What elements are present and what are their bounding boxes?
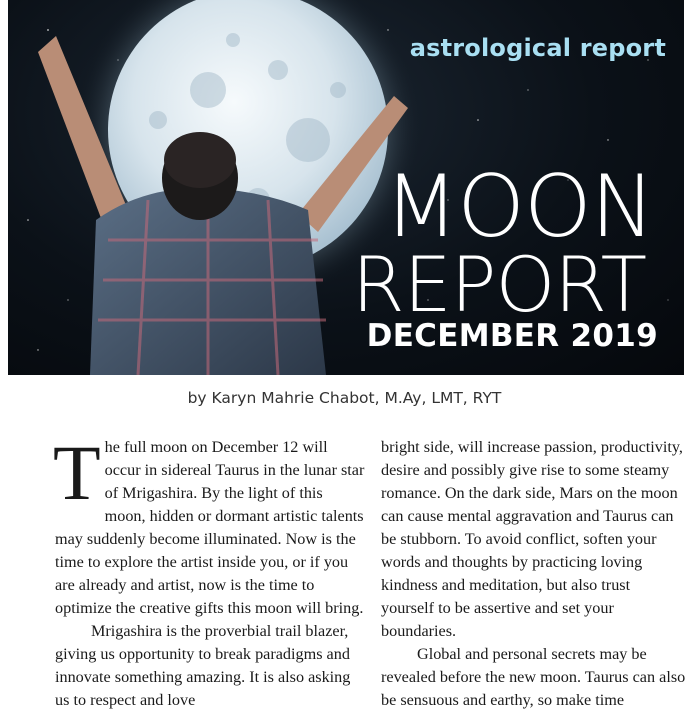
article-column-left [53, 429, 365, 712]
hero-image [8, 0, 684, 375]
paragraph: bright side, will increase passion, productivity, desire and possibly give rise to some steamy romance. On the dark side, Mars on the moon can cause mental aggravation and Taurus can be stubborn. To avoid conflict, soften your words and thoughts by practicing loving kindness and meditation, but also trust yourself to be assertive and set your boundaries. [381, 438, 683, 640]
paragraph-text: he full moon on December 12 will occur in sidereal Taurus in the lunar star of Mrigashira. By the light of this moon, hidden or dormant artistic talents may suddenly become illuminated. Now is the time to explore the artist inside you, or if you are already and artist, now is the time to optimize the creative gifts this moon will bring. [55, 438, 365, 617]
paragraph: Global and personal secrets may be revealed before the new moon. Taurus can also be sensuous and earthy, so make time [381, 645, 686, 709]
paragraph [53, 429, 365, 620]
title-line-report: REPORT [351, 240, 646, 329]
byline: by Karyn Mahrie Chabot, M.Ay, LMT, RYT [187, 389, 502, 407]
section-kicker: astrological report [409, 34, 666, 62]
article-column-right [381, 436, 687, 712]
drop-cap: T [53, 429, 101, 516]
paragraph: Mrigashira is the proverbial trail blazer, giving us opportunity to break paradigms and innovate something amazing. It is also asking us to respect and love [55, 622, 351, 709]
issue-date: DECEMBER 2019 [366, 318, 658, 354]
title-line-moon: MOON [384, 157, 654, 257]
